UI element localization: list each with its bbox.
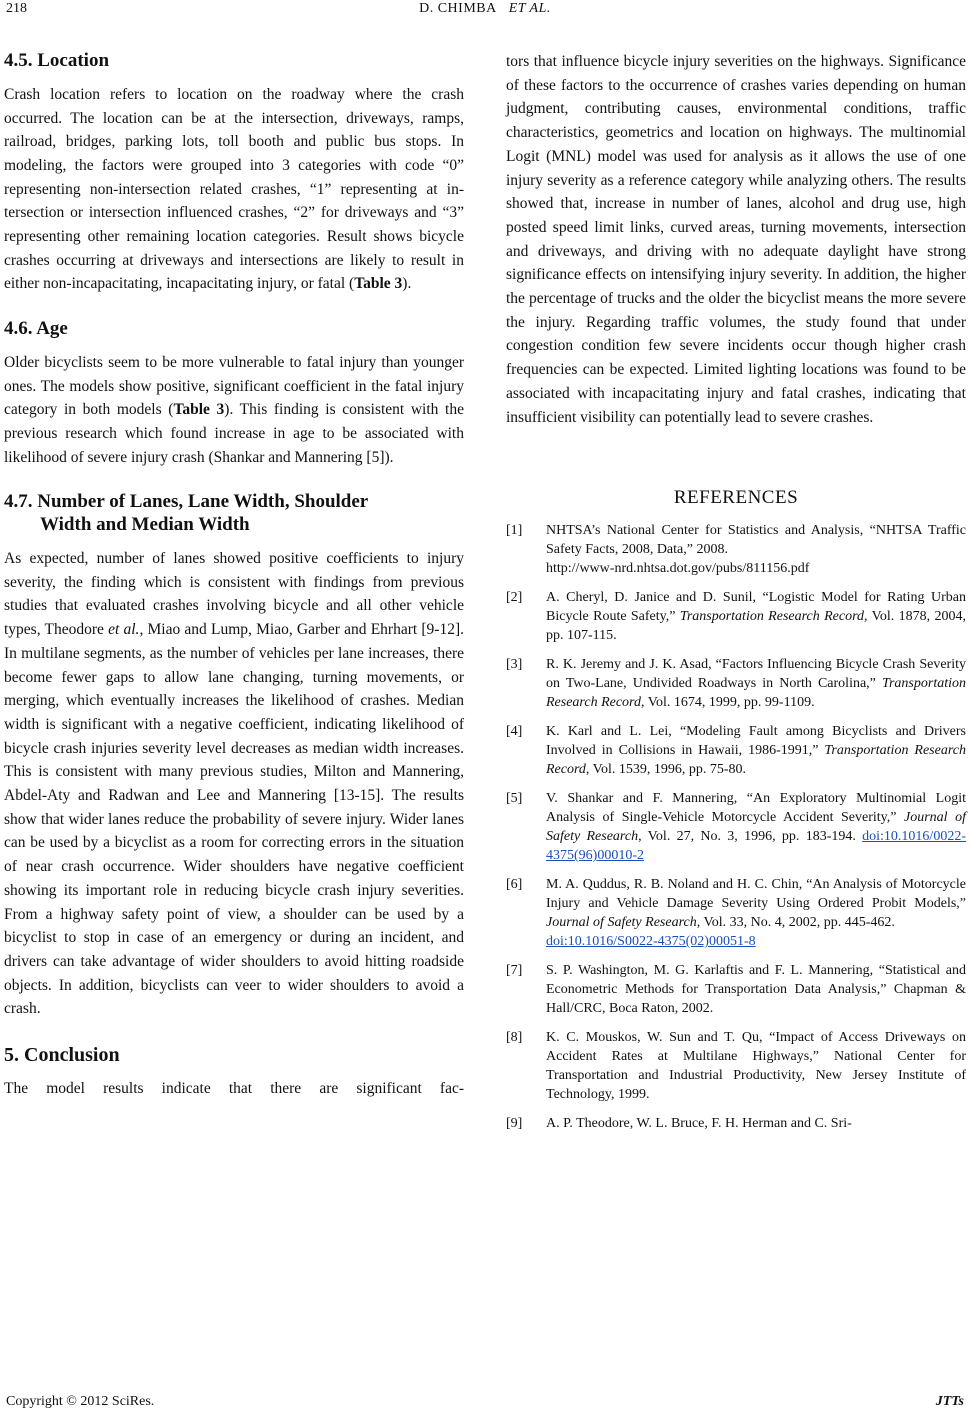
reference-item: [5] V. Shankar and F. Mannering, “An Exploratory Multinomial Logit Analysis of Single-Vehicle Motorcycle Accident Severity,” Journal of Safety Research, Vol. 27, No. 3, 1996, pp. 183-194. doi:10.1016/0022-4375(96)00010-2 [506, 791, 966, 864]
section-4-6-heading: 4.6. Age [4, 318, 68, 340]
reference-item: [2] A. Cheryl, D. Janice and D. Sunil, “Logistic Model for Rating Urban Bicycle Route Safety,” Transportation Research Record, Vol. 1878, 2004, pp. 107-115. [506, 590, 966, 644]
section-4-7-body: As expected, number of lanes showed positive coefficients to injury severity, the finding which is consistent with findings from previous studies that evaluated crashes involving bicycle and all other vehicle types, Theodore et al., Miao and Lump, Miao, Garber and Ehrhart [9-12]. In multilane segments, as the number of vehicles per lane increases, there become fewer gaps to allow lane changing, turning movements, or merging, which eventually increases the likelihood of crashes. Median width is significant with a negative coefficient, indicating likelihood of bicycle crash injuries severity level decreases as median width increases. This is consistent with many previous studies, Milton and Mannering, Abdel-Aty and Radwan and Lee and Mannering [13-15]. The results show that wider lanes reduce the probability of severe injury. Wider lanes can be used by a bicyclist as a room for correcting errors in the situation of near crash occurrence. Wider shoulders have negative coefficient showing its important role in reducing bicycle crash injury severities. From a highway safety point of view, a shoulder can be used by a bicyclist to stop in case of an emergency or during an incident, and drivers can take advantage of wider shoulders to avoid hitting roadside objects. In addition, bicyclists can veer to wider shoulders to avoid a crash. [4, 550, 464, 1018]
et-al-italic: et al. [108, 621, 140, 639]
copyright-notice: Copyright © 2012 SciRes. [6, 1394, 155, 1409]
conclusion-continued: tors that influence bicycle injury severities on the highways. Significance of these factors to the occurrence of crashes varies depending on human judgment, contributing causes, environmental conditions, traffic characteristics, geometrics and location on highways. The multinomial Logit (MNL) model was used for analysis as it allows the use of one injury severity as a reference category while analyzing others. The results showed that, increase in number of lanes, alcohol and drug use, high posted speed limit links, curved areas, turning movements, intersection and driveways, and driving with no adequate daylight have strong significance effects on intensifying injury severity. In addition, the higher the percentage of trucks and the older the bicyclist means the more severe the injury. Regarding traffic volumes, the study found that under congestion condition few severe incidents occur though higher crash frequencies can be expected. Limited lighting locations was found to be associated with incapacitating injury and fatal crashes, indicating that insufficient visibility can potentially lead to severe crashes. [506, 53, 966, 426]
section-5-body: The model results indicate that there are significant fac- [4, 1080, 464, 1098]
doi-link[interactable]: doi:10.1016/S0022-4375(02)00051-8 [546, 934, 756, 950]
section-4-6-body: Older bicyclists seem to be more vulnerable to fatal injury than younger ones. The models show positive, significant coefficient in the fatal injury category in both models (Table 3). This finding is consistent with the previous research which found increase in age to be associated with likelihood of severe injury crash (Shankar and Mannering [5]). [4, 353, 464, 466]
reference-item: [8] K. C. Mouskos, W. Sun and T. Qu, “Impact of Access Driveways on Accident Rates at Multilane Highways,” National Center for Transportation and Industrial Productivity, New Jersey Institute of Technology, 1999. [506, 1030, 966, 1103]
doi-link[interactable]: doi:10.1016/0022-4375(96)00010-2 [546, 829, 966, 864]
reference-item: [7] S. P. Washington, M. G. Karlaftis and F. L. Mannering, “Statistical and Econometric Methods for Transportation Data Analysis,” Chapman & Hall/CRC, Boca Raton, 2002. [506, 963, 966, 1017]
table-3-reference[interactable]: Table 3 [354, 275, 403, 293]
running-head [0, 1, 970, 17]
references-heading: REFERENCES [673, 487, 799, 509]
reference-item: [4] K. Karl and L. Lei, “Modeling Fault among Bicyclists and Drivers Involved in Collisions in Hawaii, 1986-1991,” Transportation Research Record, Vol. 1539, 1996, pp. 75-80. [506, 724, 966, 778]
running-head-authors: D. CHIMBA [419, 1, 497, 16]
section-5-heading: 5. Conclusion [4, 1044, 120, 1067]
page-header [0, 0, 970, 30]
left-column [4, 50, 464, 1101]
reference-url[interactable]: http://www-nrd.nhtsa.dot.gov/pubs/811156.pdf [546, 561, 810, 577]
section-4-5-heading: 4.5. Location [4, 50, 110, 71]
reference-item: [6] M. A. Quddus, R. B. Noland and H. C. Chin, “An Analysis of Motorcycle Injury and Vehicle Damage Severity Using Ordered Probit Models,” Journal of Safety Research, Vol. 33, No. 4, 2002, pp. 445-462. doi:10.1016/S0022-4375(02)00051-8 [506, 877, 966, 950]
section-4-5-body: Crash location refers to location on the roadway where the crash occurred. The location can be at the intersection, driveways, ramps, railroad, bridges, parking lots, toll booth and public bus stops. In modeling, the factors were grouped into 3 categories with code “0” representing non-intersection related crashes, “1” representing at intersection or intersection influenced crashes, “2” for driveways and “3” representing other remaining location categories. Result shows bicycle crashes occurring at driveways and intersections are likely to result in either non-incapacitating, incapacitating injury, or fatal (Table 3). [4, 85, 464, 293]
page-number: 218 [6, 1, 27, 16]
table-3-reference[interactable]: Table 3 [173, 401, 225, 419]
reference-item: [3] R. K. Jeremy and J. K. Asad, “Factors Influencing Bicycle Crash Severity on Two-Lane, Undivided Roadways in North Carolina,” Transportation Research Record, Vol. 1674, 1999, pp. 99-1109. [506, 657, 966, 711]
reference-item: [1] NHTSA’s National Center for Statistics and Analysis, “NHTSA Traffic Safety Facts, 2008, Data,” 2008. http://www-nrd.nhtsa.dot.gov/pubs/811156.pdf [506, 523, 966, 577]
journal-abbreviation: JTTs [935, 1394, 964, 1409]
section-4-7-heading: 4.7. Number of Lanes, Lane Width, Shoulder Width and Median Width [4, 491, 369, 536]
right-column [506, 50, 966, 1143]
reference-item: [9] A. P. Theodore, W. L. Bruce, F. H. Herman and C. Sri- [506, 1116, 852, 1132]
running-head-et-al: ET AL. [508, 1, 551, 16]
page-footer [0, 1392, 970, 1414]
